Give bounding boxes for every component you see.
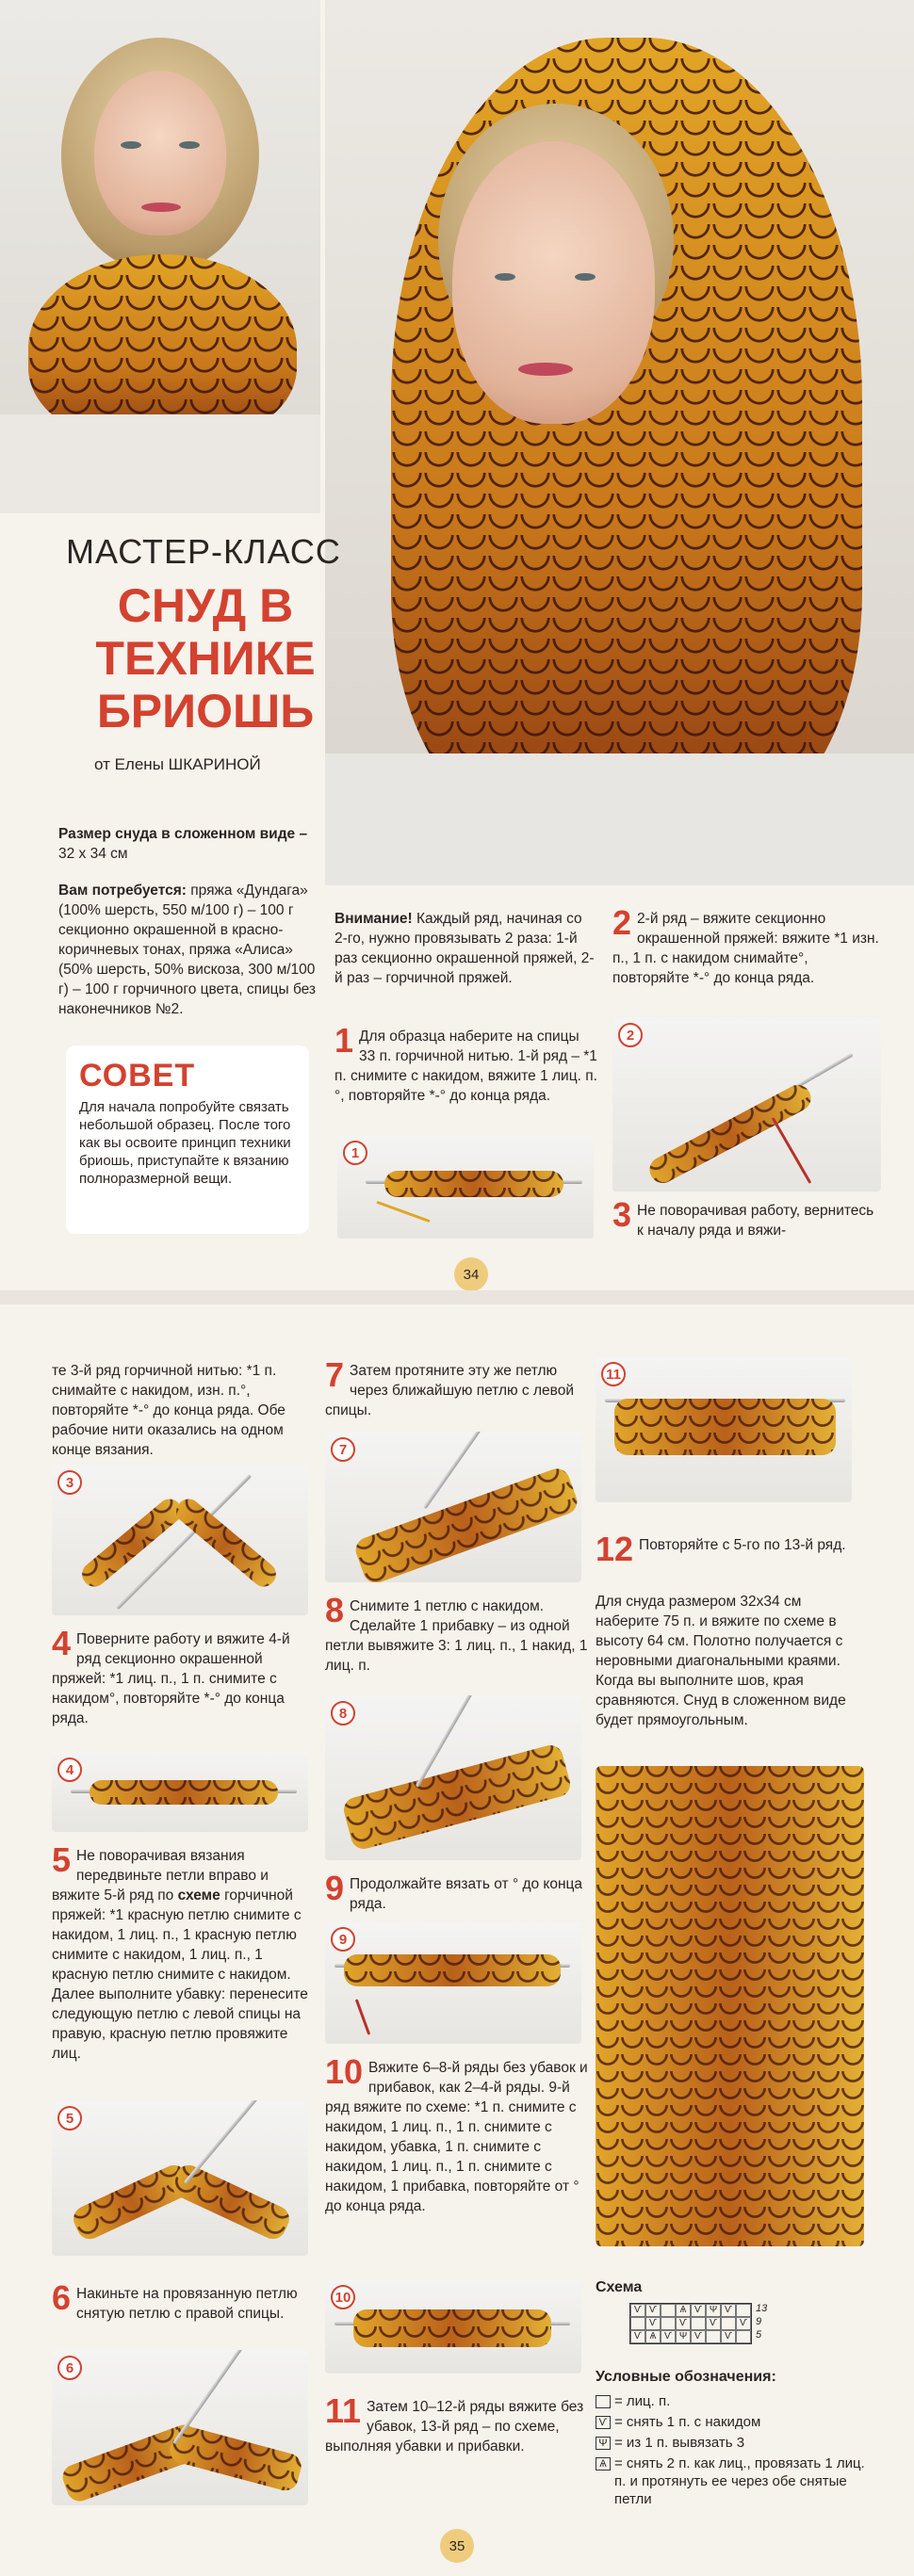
legend-text: = лиц. п. bbox=[614, 2393, 671, 2409]
materials-info bbox=[58, 881, 327, 1019]
step-number: 5 bbox=[52, 1840, 72, 1879]
scheme-row-9: 9 bbox=[756, 2316, 762, 2327]
page-35 bbox=[0, 1304, 914, 2576]
photo-number: 9 bbox=[331, 1927, 355, 1952]
attention-note bbox=[335, 909, 598, 988]
portrait-photo-small bbox=[0, 0, 320, 513]
step-photo-8 bbox=[325, 1695, 581, 1860]
photo-number: 4 bbox=[57, 1758, 82, 1782]
step-photo-1 bbox=[337, 1135, 594, 1239]
step-number: 7 bbox=[325, 1355, 345, 1394]
advice-title: СОВЕТ bbox=[79, 1058, 196, 1094]
step-text: Вяжите 6–8-й ряды без убавок и прибавок, как 2–4-й ряды. 9-й ряд вяжите по схеме: *1 п. снимите с накидом, 1 лиц. п., 1 п. снимите с накидом, убавка, 1 п. снимите с накидом, 1 лиц. п., 1 п. снимите с накидом, 1 прибавка, повторяйте от ° до конца ряда. bbox=[325, 2060, 588, 2214]
finished-snood-photo bbox=[596, 1766, 864, 2246]
step-text: Снимите 1 петлю с накидом. Сделайте 1 прибавку – из одной петли вывяжите 3: 1 лиц. п., 1 накид, 1 лиц. п. bbox=[325, 1598, 588, 1674]
scheme-row-13: 13 bbox=[756, 2303, 768, 2314]
step-number: 9 bbox=[325, 1869, 345, 1907]
step-photo-9 bbox=[325, 1921, 581, 2044]
photo-number: 6 bbox=[57, 2356, 82, 2380]
legend-symbol bbox=[596, 2395, 611, 2408]
photo-number: 8 bbox=[331, 1701, 355, 1725]
step-photo-5 bbox=[52, 2100, 308, 2256]
legend-symbol: Ѵ bbox=[596, 2416, 611, 2429]
legend-text: = снять 1 п. с накидом bbox=[614, 2414, 761, 2430]
materials-label: Вам потребуется: bbox=[58, 883, 187, 899]
step-text-bold: схеме bbox=[177, 1887, 220, 1904]
step-number: 8 bbox=[325, 1591, 345, 1629]
photo-number: 2 bbox=[618, 1023, 643, 1047]
step-number: 6 bbox=[52, 2278, 72, 2317]
step-5 bbox=[52, 1840, 316, 2064]
attention-text: Каждый ряд, начиная со 2-го, нужно провязывать 2 раза: 1-й раз секционно окрашенной пряжей, 2-й раз – горчичной пряжей. bbox=[335, 911, 595, 986]
step-photo-10 bbox=[325, 2279, 581, 2373]
page-number: 35 bbox=[440, 2529, 474, 2563]
step-number: 10 bbox=[325, 2052, 364, 2091]
step-photo-6 bbox=[52, 2350, 308, 2505]
legend-item bbox=[596, 2413, 869, 2431]
step-number: 11 bbox=[325, 2391, 362, 2430]
step-text: Поверните работу и вяжите 4-й ряд секционно окрашенной пряжей: *1 лиц. п., 1 п. снимите с накидом°, повторяйте *-° до конца ряда. bbox=[52, 1631, 290, 1726]
step-text: Не поворачивая вязания передвиньте петли вправо и вяжите 5-й ряд по bbox=[52, 1848, 269, 1904]
legend-symbol: Ψ bbox=[596, 2437, 611, 2450]
step-text: Продолжайте вязать от ° до конца ряда. bbox=[350, 1876, 583, 1912]
step-3-continued: те 3-й ряд горчичной нитью: *1 п. снимайте с накидом, изн. п.°, повторяйте *-° до конца ряда. Обе рабочие нити оказались на одном конце вязания. bbox=[52, 1363, 286, 1458]
photo-number: 11 bbox=[601, 1362, 626, 1386]
step-text: Затем 10–12-й ряды вяжите без убавок, 13-й ряд – по схеме, выполняя убавки и прибавки. bbox=[325, 2399, 584, 2454]
advice-text: Для начала попробуйте связать небольшой образец. После того как вы освоите принцип техники бриошь, приступайте к вязанию полноразмерной вещи. bbox=[79, 1099, 291, 1187]
scheme-chart: Ѵ Ѵ Ѧ Ѵ Ψ Ѵ Ѵ Ѵ Ѵ Ѵ Ѵ Ѧ Ѵ Ψ Ѵ Ѵ bbox=[629, 2303, 752, 2344]
photo-number: 5 bbox=[57, 2106, 82, 2130]
step-6 bbox=[52, 2278, 316, 2324]
legend-symbol: Ѧ bbox=[596, 2457, 611, 2471]
step-4 bbox=[52, 1624, 316, 1728]
photo-number: 3 bbox=[57, 1470, 82, 1495]
master-class-label: МАСТЕР-КЛАСС bbox=[66, 532, 341, 571]
step-1 bbox=[335, 1021, 598, 1106]
step-12 bbox=[596, 1530, 859, 1568]
author-line: от Елены ШКАРИНОЙ bbox=[94, 755, 261, 773]
step-number: 2 bbox=[612, 903, 632, 942]
page-number: 34 bbox=[454, 1257, 488, 1290]
step-text: Для образца наберите на спицы 33 п. горчичной нитью. 1-й ряд – *1 п. снимите с накидом, вяжите 1 лиц. п.°, повторяйте *-° до конца ряда. bbox=[335, 1029, 597, 1104]
step-10 bbox=[325, 2052, 589, 2216]
legend-text: = из 1 п. вывязать 3 bbox=[614, 2435, 745, 2451]
step-text: Не поворачивая работу, вернитесь к началу ряда и вяжи- bbox=[637, 1203, 874, 1239]
step-3 bbox=[612, 1195, 881, 1240]
photo-number: 1 bbox=[343, 1141, 367, 1165]
step-photo-11 bbox=[596, 1356, 852, 1502]
size-info bbox=[58, 824, 322, 864]
legend-text: = снять 2 п. как лиц., провязать 1 лиц. п. и протянуть ее через обе снятые петли bbox=[614, 2455, 865, 2507]
legend-item bbox=[596, 2434, 869, 2452]
photo-number: 10 bbox=[331, 2285, 355, 2309]
step-text: горчичной пряжей: *1 красную петлю снимите с накидом, 1 лиц. п., 1 красную петлю снимите с накидом, 1 лиц. п., 1 красную петлю снимите с накидом. Далее выполните убавку: перенесите следующую петлю с левой спицы на правую, красную петлю провяжите лиц. bbox=[52, 1887, 308, 2062]
step-photo-2 bbox=[612, 1017, 881, 1191]
scheme-title: Схема bbox=[596, 2279, 643, 2295]
size-label: Размер снуда в сложенном виде – bbox=[58, 826, 308, 842]
step-number: 1 bbox=[335, 1021, 354, 1060]
step-photo-3 bbox=[52, 1465, 308, 1615]
scheme-row-5: 5 bbox=[756, 2329, 762, 2341]
step-number: 3 bbox=[612, 1195, 632, 1234]
step-number: 12 bbox=[596, 1530, 634, 1568]
step-number: 4 bbox=[52, 1624, 72, 1662]
materials-text: пряжа «Дундага» (100% шерсть, 550 м/100 г) – 100 г секционно окрашенной в красно-коричневых тонах, пряжа «Алиса» (50% шерсть, 50% вискоза, 300 м/100 г) – 100 г горчичного цвета, спицы без наконечников №2. bbox=[58, 883, 317, 1017]
advice-box bbox=[66, 1045, 309, 1234]
step-8 bbox=[325, 1591, 589, 1676]
step-text: 2-й ряд – вяжите секционно окрашенной пряжей: вяжите *1 изн. п., 1 п. с накидом снимайте°, повторяйте *-° до конца ряда. bbox=[612, 911, 879, 986]
portrait-photo-large bbox=[325, 0, 914, 885]
legend-item bbox=[596, 2392, 869, 2410]
step-9 bbox=[325, 1869, 589, 1914]
step-11 bbox=[325, 2391, 589, 2456]
step-photo-7 bbox=[325, 1432, 581, 1582]
legend-item bbox=[596, 2454, 869, 2508]
step-text: Накиньте на провязанную петлю снятую петлю с правой спицы. bbox=[76, 2286, 298, 2322]
final-instructions: Для снуда размером 32х34 см наберите 75 п. и вяжите по схеме в высоту 64 см. Полотно получается с неровными диагональными краями. Когда вы выполните шов, края сравняются. Снуд в сложенном виде будет прямоугольным. bbox=[596, 1594, 846, 1728]
step-text: Повторяйте с 5-го по 13-й ряд. bbox=[639, 1537, 846, 1553]
step-text: Затем протяните эту же петлю через ближайшую петлю с левой спицы. bbox=[325, 1363, 574, 1418]
step-photo-4 bbox=[52, 1752, 308, 1832]
legend-title: Условные обозначения: bbox=[596, 2369, 776, 2385]
step-7 bbox=[325, 1355, 589, 1420]
attention-label: Внимание! bbox=[335, 911, 413, 927]
step-2 bbox=[612, 903, 881, 988]
photo-number: 7 bbox=[331, 1437, 355, 1462]
size-value: 32 х 34 см bbox=[58, 846, 128, 862]
article-title: СНУД В ТЕХНИКЕ БРИОШЬ bbox=[95, 579, 316, 737]
